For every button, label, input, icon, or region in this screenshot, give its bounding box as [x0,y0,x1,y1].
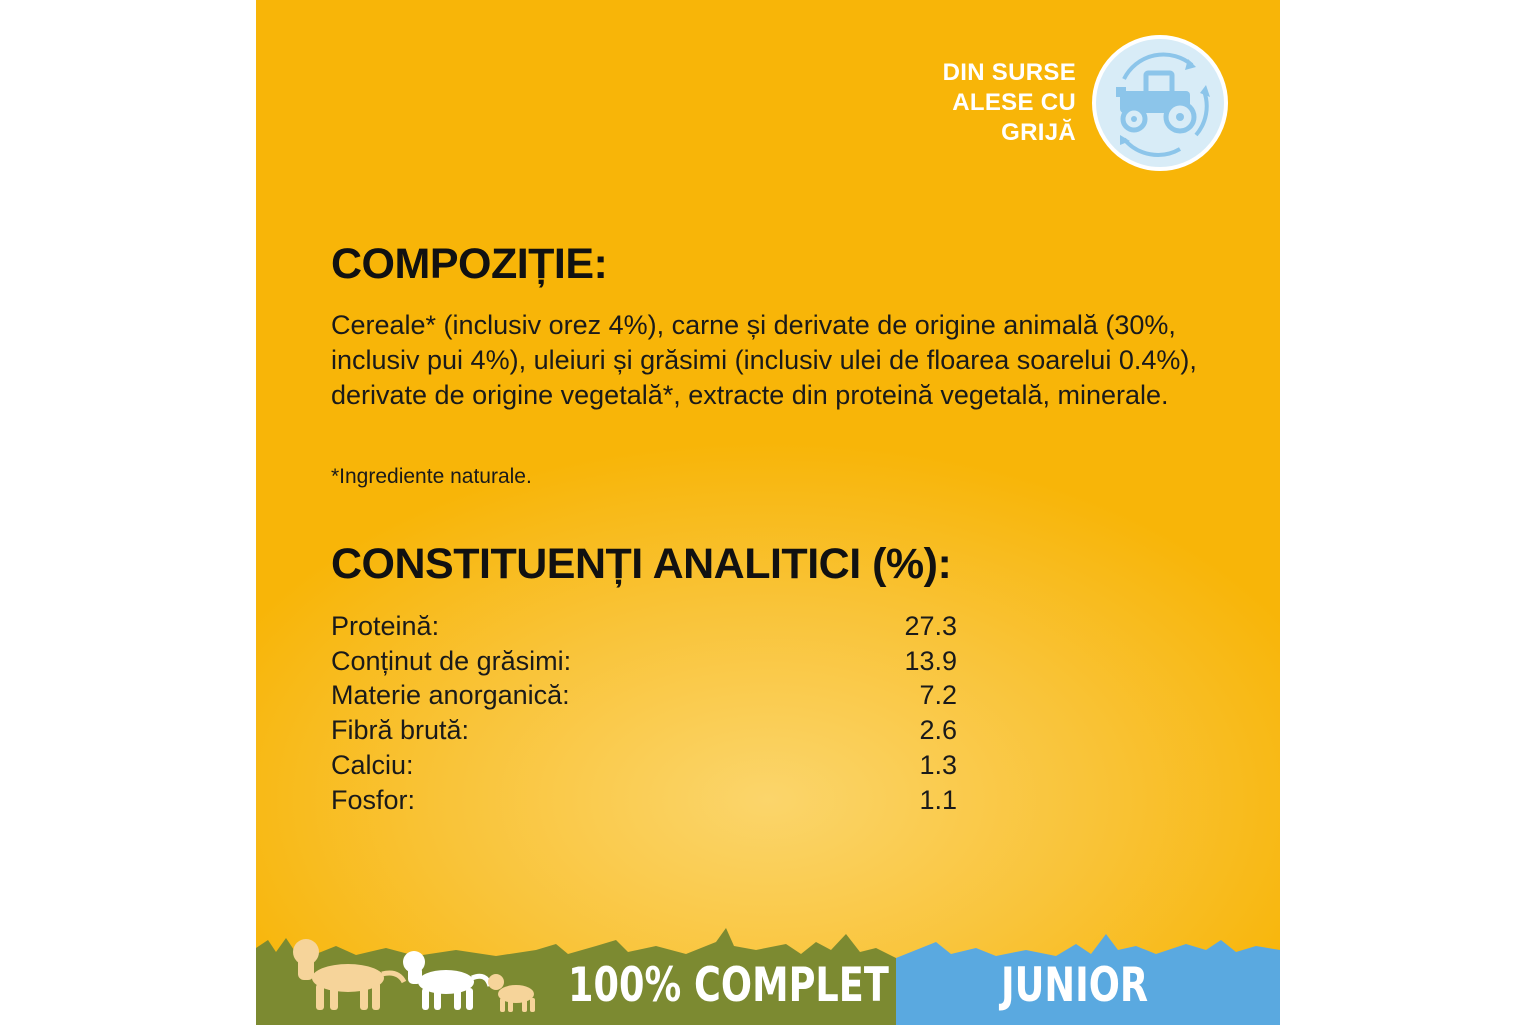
medium-dog-icon [403,951,490,1010]
nutrient-row [331,713,957,748]
sourcing-badge-text [876,58,1076,148]
nutrient-label: Fibră brută: [331,715,470,746]
nutrient-value: 1.3 [919,750,957,781]
badge-line: DIN SURSE [942,59,1076,86]
nutrient-value: 7.2 [919,680,957,711]
nutrient-row [331,644,957,679]
nutrient-row [331,748,957,783]
tractor-recycle-icon [1092,35,1228,171]
complete-label: 100% COMPLET [568,958,889,1013]
nutrient-value: 13.9 [904,645,957,676]
nutrient-label: Proteină: [331,610,440,641]
nutrient-label: Calciu: [331,750,414,781]
nutrient-label: Materie anorganică: [331,680,570,711]
nutrient-row [331,783,957,818]
large-dog-icon [293,939,404,1010]
junior-label: JUNIOR [1001,958,1149,1013]
nutrient-table [331,609,957,818]
footnote: *Ingrediente naturale. [331,465,532,488]
nutrient-value: 1.1 [919,784,957,815]
badge-line: ALESE CU [952,89,1076,116]
small-dog-icon [488,974,535,1012]
badge-line: GRIJĂ [1001,119,1076,146]
nutrient-row [331,609,957,644]
analytic-title: CONSTITUENȚI ANALITICI (%): [331,540,952,588]
nutrient-value: 27.3 [904,610,957,641]
nutrient-row [331,679,957,714]
composition-title: COMPOZIȚIE: [331,240,608,288]
composition-text: Cereale* (inclusiv orez 4%), carne și derivate de origine animală (30%, inclusiv pui 4%), uleiuri și grăsimi (inclusiv ulei de floarea soarelui 0.4%), derivate de origine vegetală*, extracte din proteină vegetală, minerale. [331,310,1197,410]
nutrient-label: Conținut de grăsimi: [331,645,572,676]
nutrient-value: 2.6 [919,715,957,746]
nutrient-label: Fosfor: [331,784,416,815]
product-info-panel [256,0,1280,1025]
